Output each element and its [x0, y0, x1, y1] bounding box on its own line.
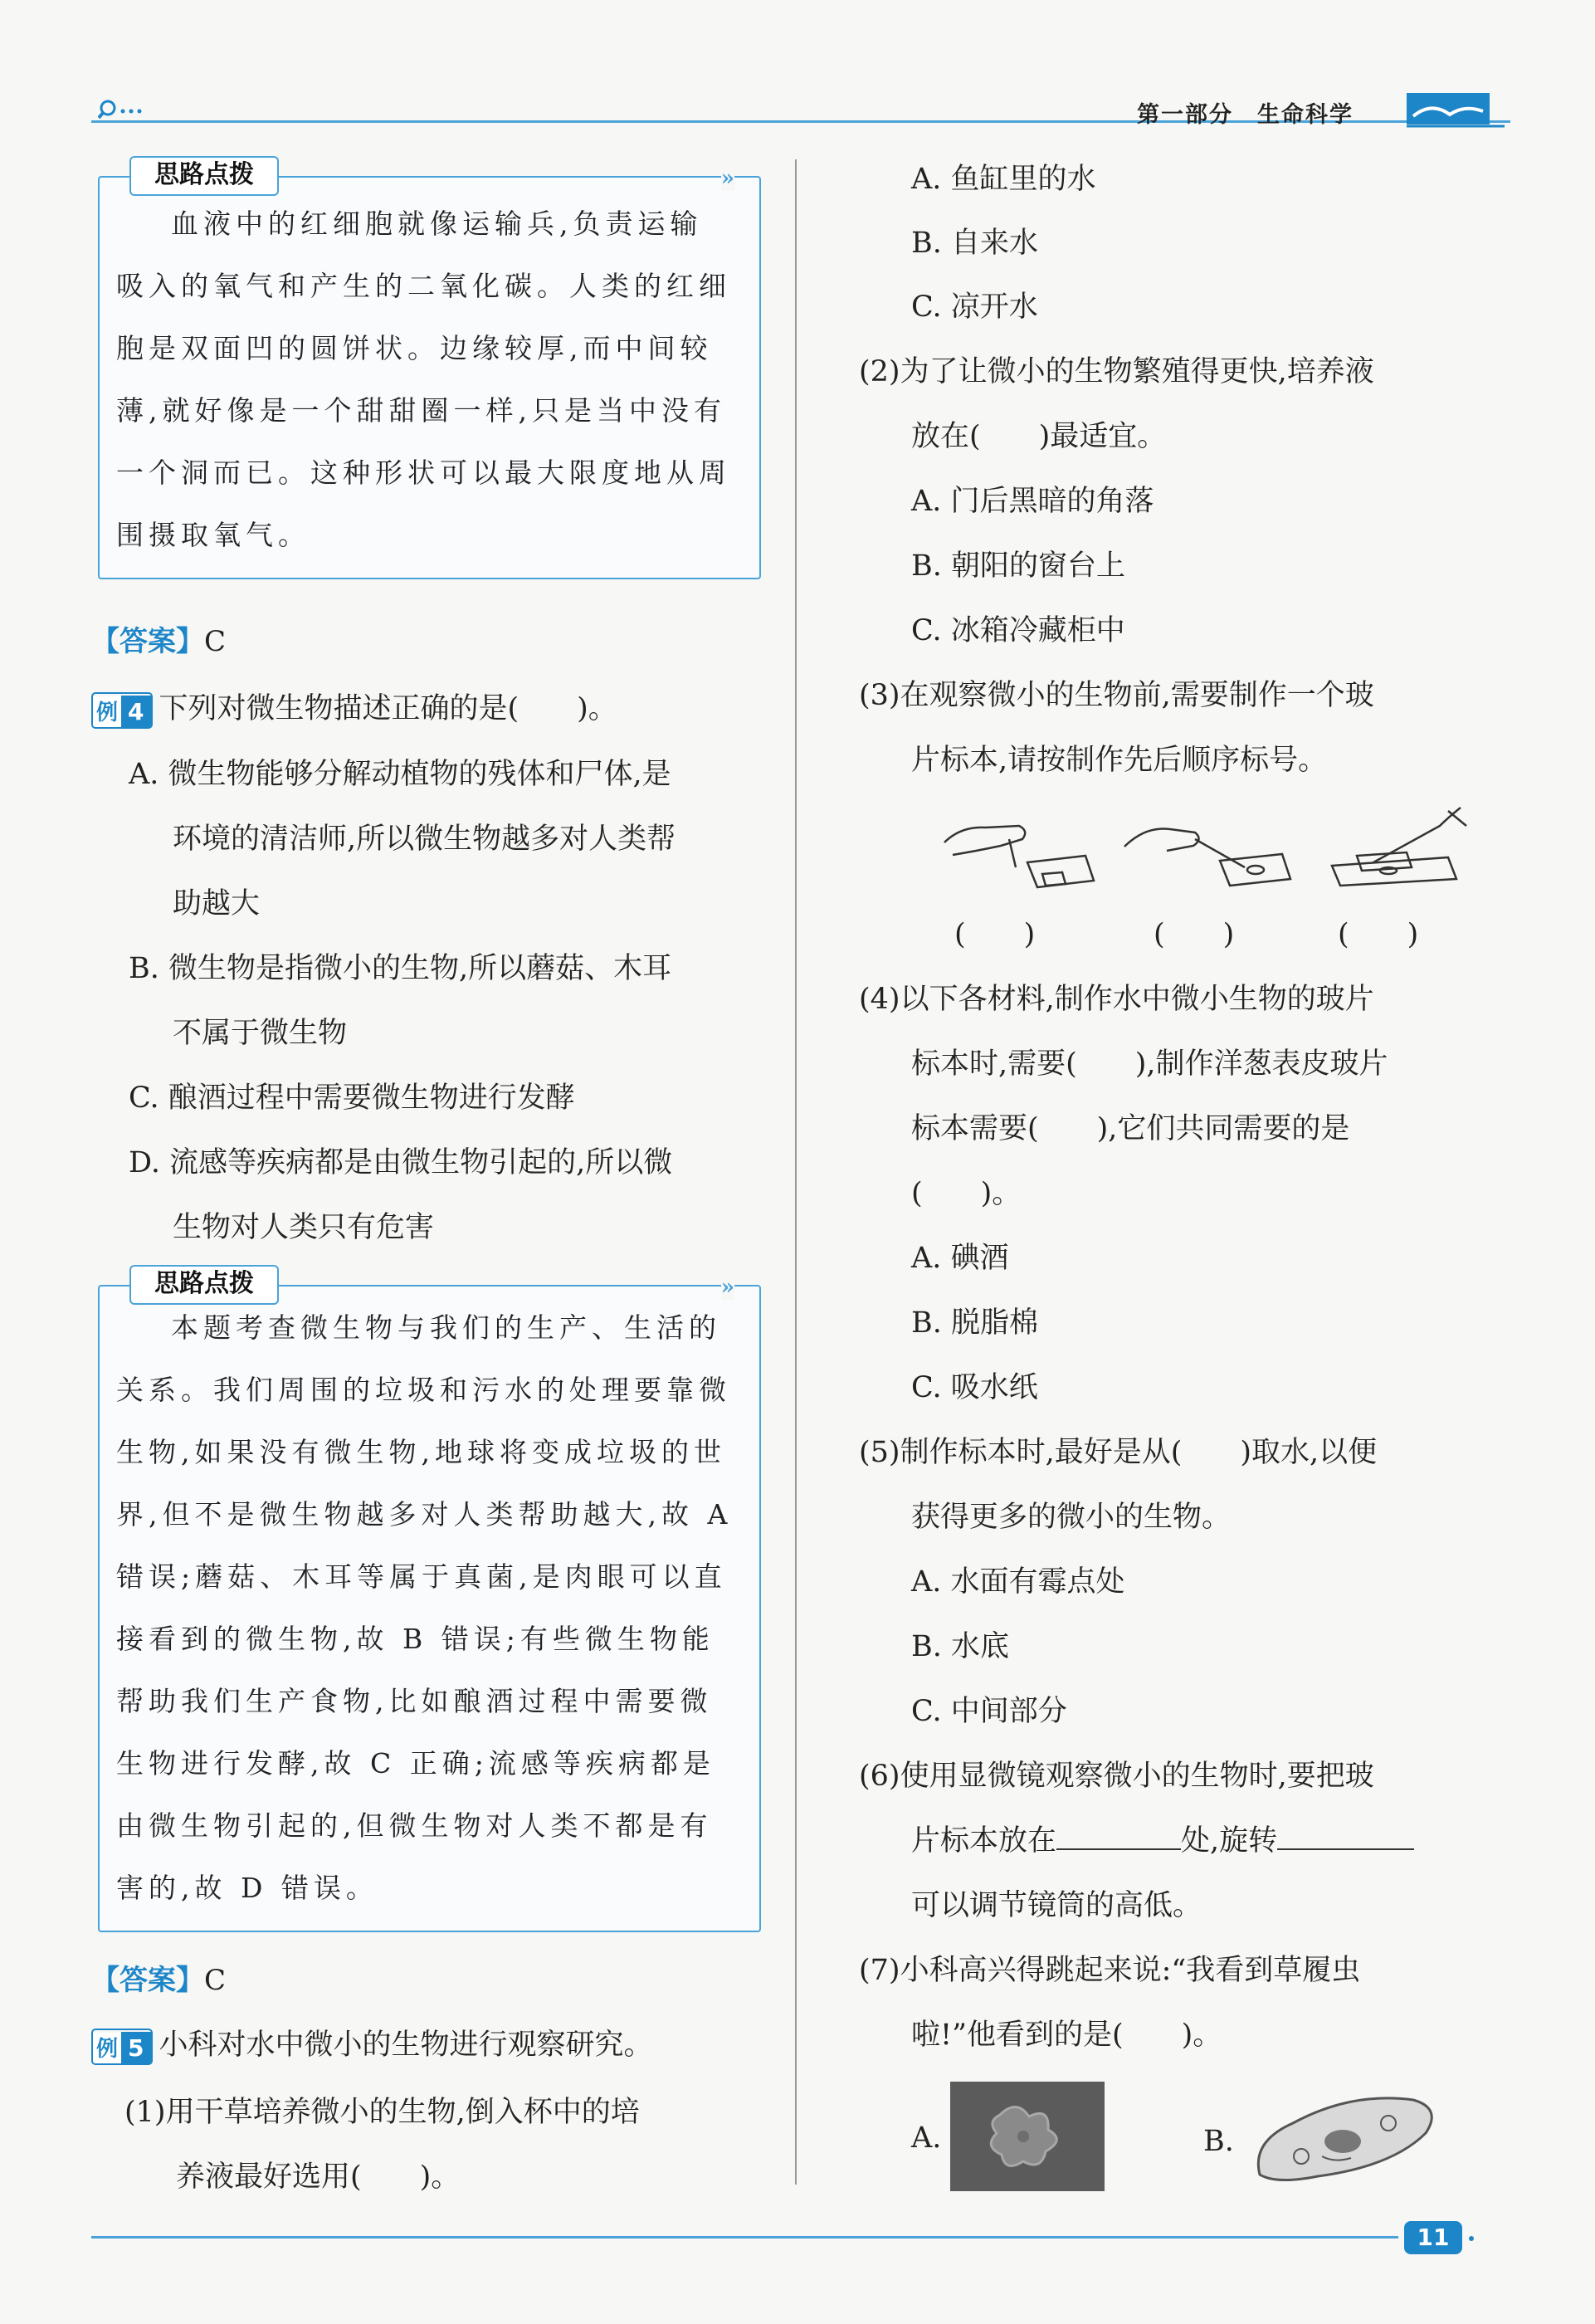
tip-line: 吸入的氧气和产生的二氧化碳。人类的红细 [116, 270, 731, 302]
double-chevron-icon: » [720, 166, 734, 191]
tip-line: 害的,故 D 错误。 [116, 1872, 378, 1904]
option-line: A. 水面有霉点处 [911, 1565, 1125, 1599]
order-bracket: ( ) [1338, 918, 1419, 951]
order-bracket: ( ) [954, 918, 1036, 951]
paramecium-illustration [1243, 2083, 1446, 2191]
tip-line: 一个洞而已。这种形状可以最大限度地从周 [116, 456, 731, 489]
answer-2 [91, 1957, 226, 1998]
footer-rule [91, 2236, 1398, 2239]
option-line: A. 鱼缸里的水 [911, 163, 1096, 196]
option-line: 助越大 [173, 887, 261, 920]
option-line: B. 朝阳的窗台上 [911, 549, 1125, 583]
answer-tag: 【答案】 [91, 625, 204, 658]
tip-line: 界,但不是微生物越多对人类帮助越大,故 A [116, 1498, 733, 1531]
option-label: B. [1203, 2125, 1234, 2158]
section-title: 第一部分 生命科学 [1137, 102, 1354, 128]
tip-line: 围摄取氧气。 [116, 519, 310, 551]
tip-box-1 [98, 160, 761, 579]
answer-value: C [204, 625, 227, 658]
tip-line: 本题考查微生物与我们的生产、生活的 [171, 1311, 721, 1344]
question-line: (2)为了让微小的生物繁殖得更快,培养液 [859, 355, 1374, 388]
example-5-question: 例 5 小科对水中微小的生物进行观察研究。 [91, 2022, 653, 2065]
tip-line: 接看到的微生物,故 B 错误;有些微生物能 [116, 1623, 715, 1655]
option-line: B. 自来水 [911, 227, 1038, 260]
fill-blank[interactable] [1056, 1824, 1181, 1850]
tip-text [100, 1286, 759, 1931]
question-line: (7)小科高兴得跳起来说:“我看到草履虫 [859, 1954, 1361, 1987]
question-line: 啦!”他看到的是( )。 [911, 2019, 1222, 2052]
tip-line: 胞是双面凹的圆饼状。边缘较厚,而中间较 [116, 332, 713, 364]
tip-line: 关系。我们周围的垃圾和污水的处理要靠微 [116, 1374, 731, 1406]
tip-line: 生物,如果没有微生物,地球将变成垃圾的世 [116, 1436, 726, 1468]
question-line: ( )。 [911, 1177, 1022, 1210]
tip-box-2 [98, 1269, 761, 1932]
double-chevron-icon: » [720, 1275, 734, 1300]
column-divider [795, 159, 797, 2185]
option-line: A. 碘酒 [911, 1242, 1009, 1275]
option-line: C. 冰箱冷藏柜中 [911, 614, 1125, 647]
question-line: 可以调节镜筒的高低。 [911, 1889, 1202, 1922]
tip-line: 错误;蘑菇、木耳等属于真菌,是肉眼可以直 [116, 1560, 727, 1593]
question-line: 标本时,需要( ),制作洋葱表皮玻片 [911, 1047, 1388, 1081]
search-icon [98, 98, 189, 121]
footer-dot [1469, 2236, 1474, 2241]
question-line: 放在( )最适宜。 [911, 420, 1167, 453]
option-label: A. [911, 2121, 942, 2155]
tip-line: 帮助我们生产食物,比如酿酒过程中需要微 [116, 1685, 713, 1717]
question-line: (1)用干草培养微小的生物,倒入杯中的培 [124, 2096, 640, 2129]
option-line: B. 水底 [911, 1630, 1009, 1663]
option-line: 生物对人类只有危害 [173, 1211, 435, 1244]
question-line: (3)在观察微小的生物前,需要制作一个玻 [859, 679, 1374, 712]
answer-value: C [204, 1964, 227, 1997]
option-line: A. 门后黑暗的角落 [911, 485, 1154, 518]
tip-line: 血液中的红细胞就像运输兵,负责运输 [171, 208, 703, 240]
option-line: B. 脱脂棉 [911, 1306, 1038, 1340]
slide-transfer-illustration [1120, 809, 1295, 896]
slide-drop-water-illustration [936, 809, 1102, 896]
tip-line: 生物进行发酵,故 C 正确;流感等疾病都是 [116, 1747, 715, 1780]
answer-tag: 【答案】 [91, 1964, 204, 1997]
question-line: (6)使用显微镜观察微小的生物时,要把玻 [859, 1760, 1374, 1793]
tip-label: 思路点拨 [129, 156, 279, 196]
question-line: 片标本,请按制作先后顺序标号。 [911, 744, 1328, 777]
amoeba-photo [950, 2082, 1105, 2191]
tip-line: 由微生物引起的,但微生物对人类不都是有 [116, 1809, 713, 1842]
page-number: 11 [1404, 2221, 1462, 2254]
option-line: A. 微生物能够分解动植物的残体和尸体,是 [129, 758, 671, 791]
option-line: C. 凉开水 [911, 290, 1038, 324]
example-badge: 例 4 [91, 692, 153, 729]
tip-label: 思路点拨 [129, 1265, 279, 1305]
question-line: 片标本放在 处,旋转 [911, 1818, 1414, 1859]
option-line: D. 流感等疾病都是由微生物引起的,所以微 [129, 1146, 673, 1179]
example-badge: 例 5 [91, 2029, 153, 2065]
option-line: C. 酿酒过程中需要微生物进行发酵 [129, 1081, 575, 1115]
option-line: C. 中间部分 [911, 1695, 1067, 1728]
slide-coverslip-illustration [1324, 801, 1473, 896]
tip-text [100, 178, 759, 578]
example-4-question: 例 4 下列对微生物描述正确的是( )。 [91, 686, 617, 729]
fill-blank[interactable] [1277, 1824, 1414, 1850]
question-line: 养液最好选用( )。 [176, 2160, 461, 2194]
option-line: C. 吸水纸 [911, 1371, 1038, 1404]
question-line: (4)以下各材料,制作水中微小生物的玻片 [859, 983, 1374, 1016]
tip-line: 薄,就好像是一个甜甜圈一样,只是当中没有 [116, 394, 726, 427]
question-line: (5)制作标本时,最好是从( )取水,以便 [859, 1436, 1378, 1469]
option-line: B. 微生物是指微小的生物,所以蘑菇、木耳 [129, 952, 672, 985]
question-line: 获得更多的微小的生物。 [911, 1501, 1232, 1534]
question-line: 标本需要( ),它们共同需要的是 [911, 1112, 1350, 1145]
option-line: 不属于微生物 [173, 1017, 348, 1050]
order-bracket: ( ) [1154, 918, 1235, 951]
answer-1 [91, 618, 226, 659]
option-line: 环境的清洁师,所以微生物越多对人类帮 [173, 823, 676, 856]
wave-logo-icon [1407, 93, 1505, 134]
